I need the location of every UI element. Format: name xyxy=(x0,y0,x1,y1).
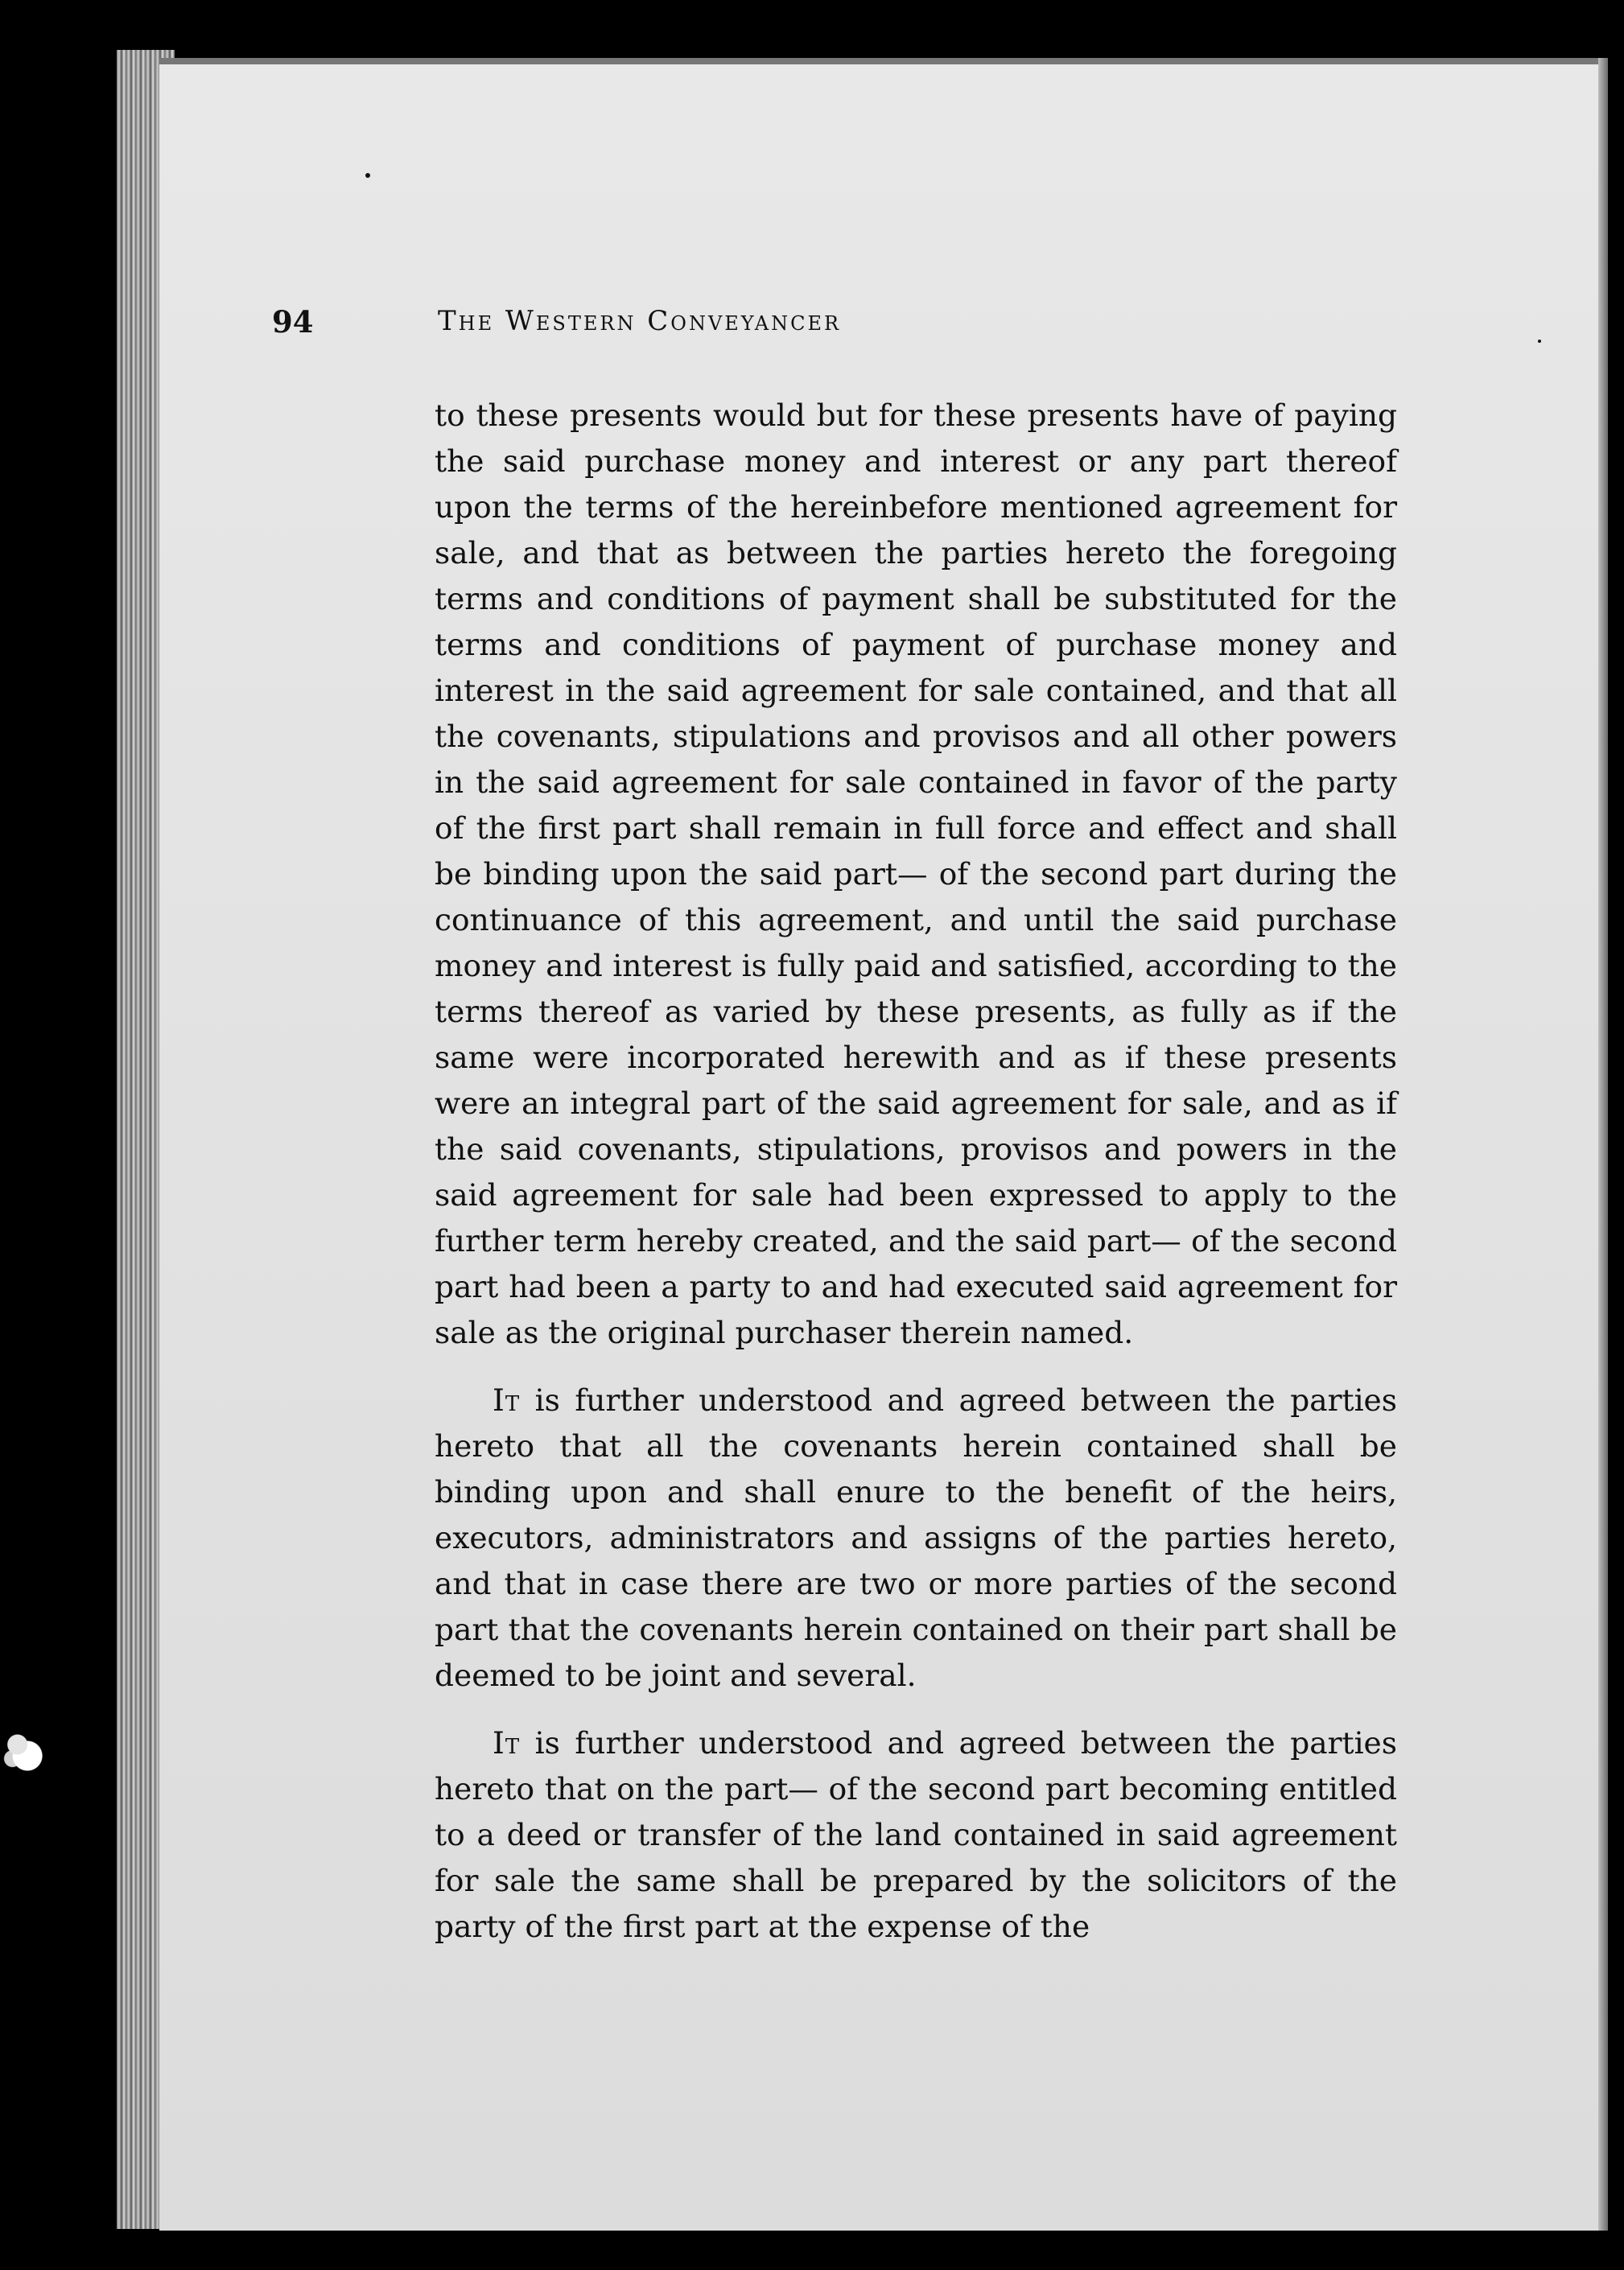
paragraph-3-lead: It xyxy=(493,1725,521,1761)
scan-speck xyxy=(365,173,370,178)
paragraph-1: to these presents would but for these presents have of paying the said purchase money and interest or any part thereof upon the terms of the hereinbefore mentioned agreement for sale, and that as between the parties hereto the foregoing terms and conditions of payment shall be substituted for the terms and conditions of payment of purchase money and interest in the said agreement for sale contained, and that all the covenants, stipulations and provisos and all other powers in the said agreement for sale contained in favor of the party of the first part shall remain in full force and effect and shall be binding upon the said part— of the second part during the continuance of this agreement, and until the said purchase money and interest is fully paid and satisfied, according to the terms thereof as varied by these presents, as fully as if the same were incorporated herewith and as if these presents were an integral part of the said agreement for sale, and as if the said covenants, stipulations, provisos and powers in the said agreement for sale had been expressed to apply to the further term hereby created, and the said part— of the second part had been a party to and had executed said agreement for sale as the original purchaser therein named. xyxy=(435,398,1397,1350)
paragraph-2-text: is further understood and agreed between the parties hereto that all the covenants herein contained shall be binding upon and shall enure to the benefit of the heirs, executors, administrators and assigns of the parties hereto, and that in case there are two or more parties of the second part that the covenants herein contained on their part shall be deemed to be joint and several. xyxy=(435,1382,1397,1693)
scan-speck xyxy=(1538,340,1541,343)
paragraph-3-text: is further understood and agreed between the parties hereto that on the part— of the second part becoming entitled to a deed or transfer of the land contained in said agreement for sale the same shall be prepared by the solicitors of the party of the first part at the expense of the xyxy=(435,1725,1397,1944)
page-header xyxy=(272,304,1175,360)
scan-blot xyxy=(0,1722,50,1778)
body-text xyxy=(435,393,1397,1950)
page-number: 94 xyxy=(272,304,314,340)
running-title: The Western Conveyancer xyxy=(438,305,842,337)
paragraph-3 xyxy=(435,1720,1397,1950)
paragraph-2-lead: It xyxy=(493,1382,521,1418)
paragraph-2 xyxy=(435,1378,1397,1699)
